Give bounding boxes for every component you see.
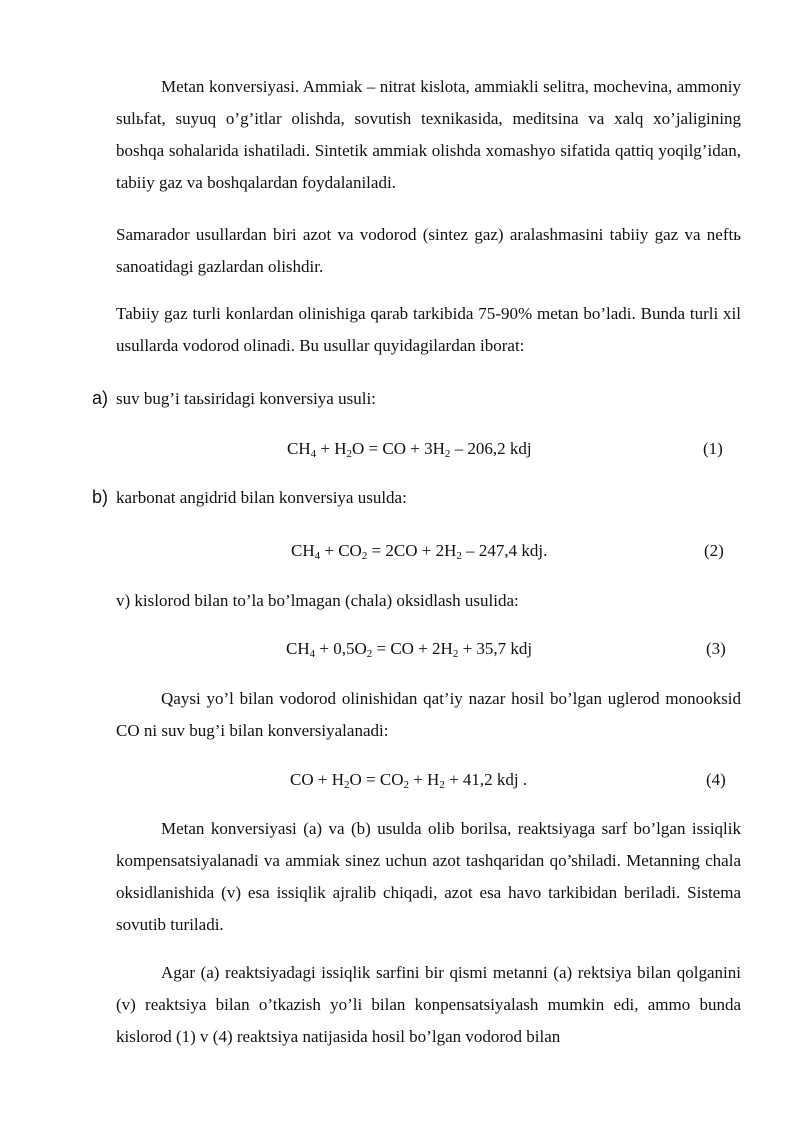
equation-4-formula: CO + $H_2O = CO_2 + H_2 + 41,2$ kdj . <box>290 770 528 791</box>
paragraph-co-conversion: Qaysi yo’l bilan vodorod olinishidan qat’iy nazar hosil bo’lgan uglerod monooksid CO ni suv bug’i bilan konversiyalanadi: <box>116 689 741 740</box>
list-marker-b: b) <box>92 487 109 507</box>
equation-4 <box>0 768 800 792</box>
equation-3-number: (3) <box>706 639 726 658</box>
equation-1 <box>0 437 800 461</box>
equation-1-number: (1) <box>703 439 723 458</box>
list-marker-a: a) <box>92 388 109 408</box>
list-item-b: karbonat angidrid bilan konversiya usulda: <box>116 488 407 507</box>
equation-1-formula: $CH_4 + H_2O$ = CO + $3H_2 - 206,2$ kdj <box>287 439 532 460</box>
equation-3-formula: $CH_4 + 0,5O_2$ = CO + $2H_2 + 35,7$ kdj <box>286 639 533 660</box>
equation-2-number: (2) <box>704 541 724 560</box>
equation-3 <box>0 637 800 661</box>
list-item-a: suv bug’i taьsiridagi konversiya usuli: <box>116 389 376 408</box>
equation-4-number: (4) <box>706 770 726 789</box>
paragraph-natural-gas: Tabiiy gaz turli konlardan olinishiga qarab tarkibida 75-90% metan bo’ladi. Bunda turli xil usullarda vodorod olinadi. Bu usullar quyidagilardan iborat: <box>116 304 741 355</box>
paragraph-heat-compensation: Metan konversiyasi (a) va (b) usulda olib borilsa, reaktsiyaga sarf bo’lgan issiqlik kompensatsiyalanadi va ammiak sinez uchun azot tashqaridan qo’shiladi. Metanning chala oksidlanishida (v) esa issiqlik ajralib chiqadi, azot esa havo tarkibidan beriladi. Sistema sovutib turiladi. <box>116 819 741 934</box>
paragraph-methods: Samarador usullardan biri azot va vodorod (sintez gaz) aralashmasini tabiiy gaz va neftь sanoatidagi gazlardan olishdir. <box>116 225 741 276</box>
list-item-v: v) kislorod bilan to’la bo’lmagan (chala) oksidlash usulida: <box>116 591 519 610</box>
equation-2 <box>0 539 800 563</box>
paragraph-reaction-balance: Agar (a) reaktsiyadagi issiqlik sarfini bir qismi metanni (a) rektsiya bilan qolganini (v) reaktsiya bilan o’tkazish yo’li bilan konpensatsiyalash mumkin edi, ammo bunda kislorod (1) v (4) reaktsiya natijasida hosil bo’lgan vodorod bilan <box>116 963 741 1046</box>
equation-2-formula: $CH_4 + CO_2 = 2CO + 2H_2 - 247,4$ kdj. <box>291 541 548 562</box>
paragraph-intro: Metan konversiyasi. Ammiak – nitrat kislota, ammiakli selitra, mochevina, ammoniy sulьfat, suyuq o’g’itlar olishda, sovutish texnikasida, meditsina va xalq xo’jaligining boshqa sohalarida ishatiladi. Sintetik ammiak olishda xomashyo sifatida qattiq yoqilg’idan, tabiiy gaz va boshqalardan foydalaniladi. <box>116 77 741 192</box>
